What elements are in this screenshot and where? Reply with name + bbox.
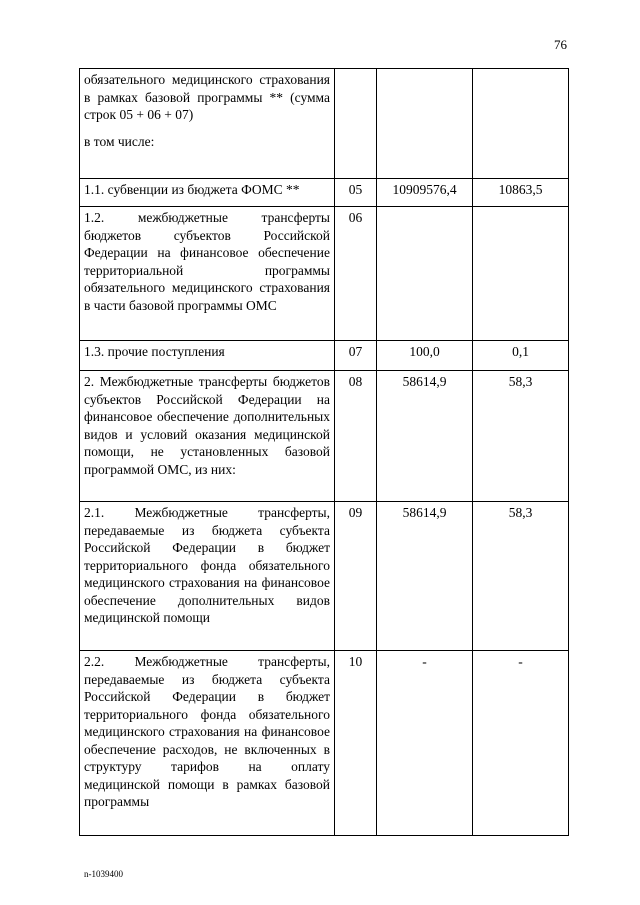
row-value-1: - <box>377 651 473 836</box>
row-name: 2.2. Межбюджетные трансферты, передаваемые из бюджета субъекта Российской Федерации в бюджет территориального фонда обязательного медицинского страхования на финансовое обеспечение расходов, не включенных в структуру тарифов на оплату медицинской помощи в рамках базовой программы <box>80 651 335 836</box>
table-row <box>80 179 569 207</box>
table-row <box>80 341 569 371</box>
row-code: 09 <box>335 502 377 651</box>
table-row <box>80 651 569 836</box>
row-code <box>335 69 377 179</box>
row-value-2: 58,3 <box>473 502 569 651</box>
row-name-cell <box>80 69 335 179</box>
row-value-1: 100,0 <box>377 341 473 371</box>
row-code: 08 <box>335 371 377 502</box>
row-value-1 <box>377 207 473 341</box>
row-name: 2. Межбюджетные трансферты бюджетов субъектов Российской Федерации на финансовое обеспечение дополнительных видов и условий оказания медицинской помощи, не установленных базовой программой ОМС, из них: <box>80 371 335 502</box>
row-value-2: 0,1 <box>473 341 569 371</box>
document-code: n-1039400 <box>84 869 123 879</box>
row-name: 1.1. субвенции из бюджета ФОМС ** <box>80 179 335 207</box>
row-code: 07 <box>335 341 377 371</box>
budget-table <box>79 68 569 836</box>
row-code: 05 <box>335 179 377 207</box>
row-value-1: 58614,9 <box>377 371 473 502</box>
row-code: 10 <box>335 651 377 836</box>
row-value-2: 10863,5 <box>473 179 569 207</box>
table-row <box>80 502 569 651</box>
row-name: обязательного медицинского страхования в рамках базовой программы ** (сумма строк 05 + 06 + 07) <box>84 72 330 122</box>
row-name: 1.2. межбюджетные трансферты бюджетов субъектов Российской Федерации на финансовое обеспечение территориальной программы обязательного медицинского страхования в части базовой программы ОМС <box>80 207 335 341</box>
row-value-2 <box>473 69 569 179</box>
row-value-2 <box>473 207 569 341</box>
row-value-2: 58,3 <box>473 371 569 502</box>
row-name-extra: в том числе: <box>84 133 155 149</box>
row-value-1: 10909576,4 <box>377 179 473 207</box>
table-row <box>80 371 569 502</box>
page-number: 76 <box>554 37 567 52</box>
row-value-2: - <box>473 651 569 836</box>
row-name: 1.3. прочие поступления <box>80 341 335 371</box>
table-row <box>80 69 569 179</box>
row-code: 06 <box>335 207 377 341</box>
row-value-1: 58614,9 <box>377 502 473 651</box>
row-value-1 <box>377 69 473 179</box>
table-row <box>80 207 569 341</box>
row-name: 2.1. Межбюджетные трансферты, передаваемые из бюджета субъекта Российской Федерации в бюджет территориального фонда обязательного медицинского страхования на финансовое обеспечение дополнительных видов медицинской помощи <box>80 502 335 651</box>
